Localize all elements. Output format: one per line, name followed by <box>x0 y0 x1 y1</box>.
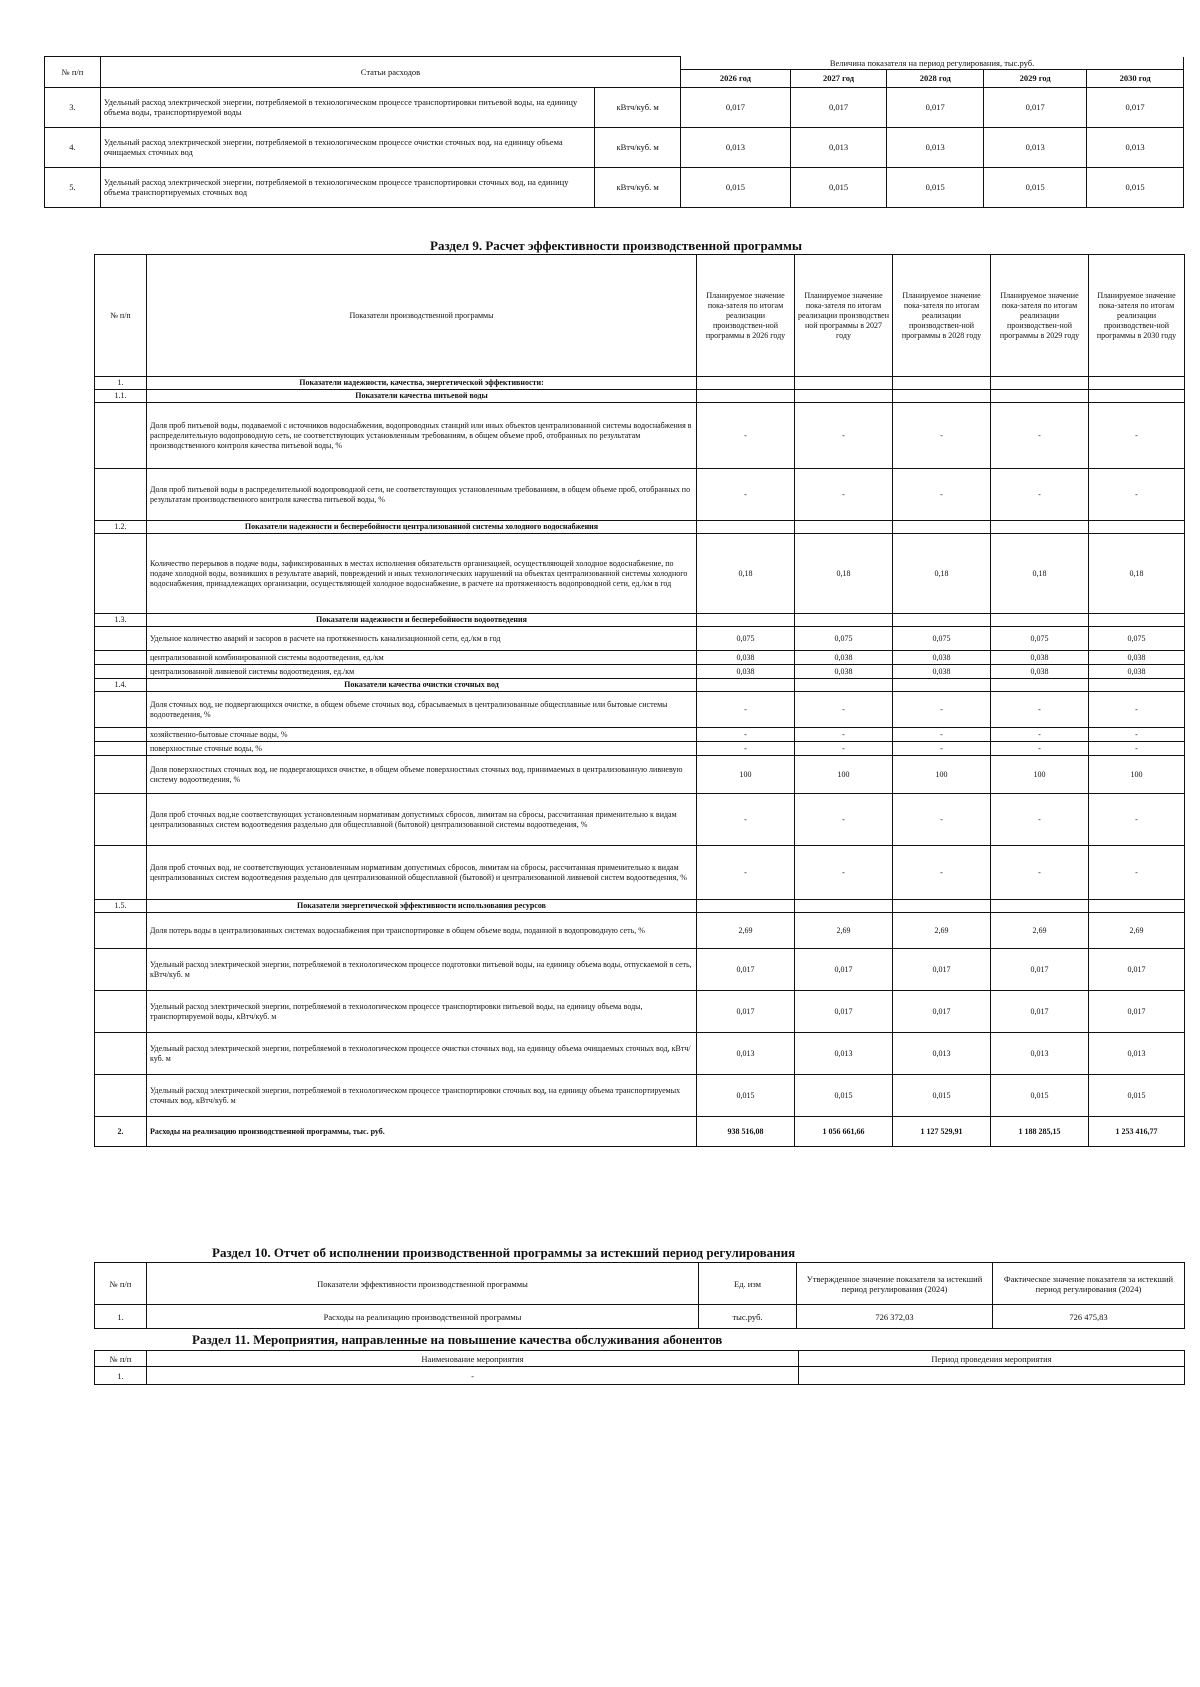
empty-cell <box>1089 679 1185 692</box>
row-value: 0,038 <box>795 651 893 665</box>
row-value: 0,017 <box>790 87 887 127</box>
table-row <box>95 627 1185 651</box>
row-value: - <box>893 692 991 728</box>
header-item: Показатели эффективности производственной программы <box>147 1263 699 1305</box>
empty-cell <box>1089 900 1185 913</box>
row-value: 100 <box>795 756 893 794</box>
efficiency-table <box>94 254 1185 1147</box>
row-value: 0,015 <box>893 1075 991 1117</box>
row-text: централизованной комбинированной системы водоотведения, ед./км <box>147 651 697 665</box>
row-value: 1 056 661,66 <box>795 1117 893 1147</box>
row-value: - <box>893 469 991 521</box>
row-value: 0,017 <box>697 949 795 991</box>
row-no: 1.5. <box>95 900 147 913</box>
group-row <box>95 900 1185 913</box>
row-value: - <box>697 692 795 728</box>
row-text: Удельный расход электрической энергии, потребляемой в технологическом процессе очистки сточных вод, на единицу объема очищаемых сточных вод, кВтч/куб. м <box>147 1033 697 1075</box>
row-value: 0,075 <box>991 627 1089 651</box>
row-value: 0,013 <box>984 127 1087 167</box>
row-value: 0,038 <box>1089 651 1185 665</box>
table-row <box>95 913 1185 949</box>
year-header: Планируемое значение пока-зателя по итогам реализации производствен-ной программы в 2029 году <box>991 255 1089 377</box>
row-no <box>95 756 147 794</box>
row-no: 1.1. <box>95 390 147 403</box>
empty-cell <box>1089 390 1185 403</box>
row-value: 0,18 <box>795 534 893 614</box>
row-text: Удельный расход электрической энергии, потребляемой в технологическом процессе транспортировки питьевой воды, на единицу объема воды, транспортируемой воды <box>100 87 594 127</box>
header-no: № п/п <box>95 255 147 377</box>
row-value: 2,69 <box>1089 913 1185 949</box>
row-value: 0,017 <box>893 991 991 1033</box>
empty-cell <box>1089 377 1185 390</box>
empty-cell <box>795 614 893 627</box>
row-value: - <box>697 728 795 742</box>
row-text: Количество перерывов в подаче воды, зафиксированных в местах исполнения обязательств организацией, осуществляющей холодное водоснабжение, по подаче холодной воды, возникших в результате аварий, повреждений и иных технологических нарушений на объектах централизованной системы холодного водоснабжения, принадлежащих организации, осуществляющей холодное водоснабжение, в расчете на протяженность водопроводной сети, ед./км в год <box>147 534 697 614</box>
row-value: 0,038 <box>697 665 795 679</box>
empty-cell <box>991 614 1089 627</box>
row-value: - <box>893 846 991 900</box>
empty-cell <box>697 390 795 403</box>
empty-cell <box>991 679 1089 692</box>
row-unit: тыс.руб. <box>699 1305 797 1329</box>
header-actual: Фактическое значение показателя за истекший период регулирования (2024) <box>993 1263 1185 1305</box>
row-approved: 726 372,03 <box>797 1305 993 1329</box>
expenses-table <box>44 56 1184 208</box>
row-value: - <box>1089 846 1185 900</box>
table-row <box>95 1305 1185 1329</box>
row-value: - <box>893 742 991 756</box>
row-value: 1 127 529,91 <box>893 1117 991 1147</box>
header-approved: Утвержденное значение показателя за истекший период регулирования (2024) <box>797 1263 993 1305</box>
row-value: 0,015 <box>697 1075 795 1117</box>
row-no: 2. <box>95 1117 147 1147</box>
group-title: Показатели надежности и бесперебойности водоотведения <box>147 614 697 627</box>
row-value: 0,015 <box>887 167 984 207</box>
row-value: 0,038 <box>991 651 1089 665</box>
row-value: 0,017 <box>1087 87 1184 127</box>
table-row <box>95 692 1185 728</box>
row-value: 0,038 <box>893 665 991 679</box>
row-value: 0,017 <box>1089 991 1185 1033</box>
row-no <box>95 534 147 614</box>
row-no <box>95 692 147 728</box>
row-no <box>95 728 147 742</box>
row-text: Доля потерь воды в централизованных системах водоснабжения при транспортировке в общем объеме воды, поданной в водопроводную сеть, % <box>147 913 697 949</box>
empty-cell <box>697 614 795 627</box>
row-value: 100 <box>1089 756 1185 794</box>
row-value: - <box>697 742 795 756</box>
row-no: 5. <box>45 167 101 207</box>
table-row <box>95 742 1185 756</box>
table-row <box>95 403 1185 469</box>
row-value: - <box>991 728 1089 742</box>
header-item: Наименование мероприятия <box>147 1351 799 1367</box>
row-value: 0,017 <box>991 991 1089 1033</box>
row-text: Доля проб питьевой воды в распределительной водопроводной сети, не соответствующих установленным требованиям, в общем объеме проб, отобранных по результатам производственного контроля качества питьевой воды, % <box>147 469 697 521</box>
table-row <box>45 127 1184 167</box>
row-value: 0,017 <box>984 87 1087 127</box>
header-period: Период проведения мероприятия <box>799 1351 1185 1367</box>
row-value: 0,015 <box>991 1075 1089 1117</box>
row-value: - <box>795 403 893 469</box>
row-period <box>799 1367 1185 1385</box>
row-value: 0,013 <box>991 1033 1089 1075</box>
header-unit: Ед. изм <box>699 1263 797 1305</box>
empty-cell <box>893 679 991 692</box>
table-row <box>95 534 1185 614</box>
row-value: 0,18 <box>893 534 991 614</box>
header-no: № п/п <box>45 57 101 88</box>
table-row <box>95 665 1185 679</box>
row-value: - <box>1089 692 1185 728</box>
row-text: централизованной ливневой системы водоотведения, ед./км <box>147 665 697 679</box>
row-value: 100 <box>697 756 795 794</box>
row-value: 0,038 <box>697 651 795 665</box>
section11-title: Раздел 11. Мероприятия, направленные на повышение качества обслуживания абонентов <box>192 1332 723 1347</box>
empty-cell <box>795 521 893 534</box>
row-no <box>95 846 147 900</box>
row-value: - <box>697 469 795 521</box>
row-value: 0,075 <box>795 627 893 651</box>
row-value: - <box>991 794 1089 846</box>
group-title: Показатели качества питьевой воды <box>147 390 697 403</box>
year-header: 2030 год <box>1087 69 1184 87</box>
group-row <box>95 614 1185 627</box>
row-value: - <box>697 403 795 469</box>
group-title: Показатели энергетической эффективности использования ресурсов <box>147 900 697 913</box>
table-row <box>95 1075 1185 1117</box>
empty-cell <box>697 679 795 692</box>
row-no <box>95 651 147 665</box>
empty-cell <box>893 377 991 390</box>
row-value: 100 <box>893 756 991 794</box>
empty-cell <box>697 521 795 534</box>
row-value: 0,015 <box>1087 167 1184 207</box>
row-value: - <box>991 403 1089 469</box>
row-value: - <box>1089 469 1185 521</box>
row-value: - <box>795 794 893 846</box>
row-value: - <box>991 742 1089 756</box>
row-text: Удельный расход электрической энергии, потребляемой в технологическом процессе транспортировки сточных вод, на единицу объема транспортируемых сточных вод <box>100 167 594 207</box>
empty-cell <box>893 521 991 534</box>
table-row <box>95 1117 1185 1147</box>
group-row <box>95 390 1185 403</box>
measures-table <box>94 1350 1185 1385</box>
header-no: № п/п <box>95 1351 147 1367</box>
group-row <box>95 679 1185 692</box>
row-value: 0,013 <box>887 127 984 167</box>
row-no: 4. <box>45 127 101 167</box>
row-text: Удельное количество аварий и засоров в расчете на протяженность канализационной сети, ед./км в год <box>147 627 697 651</box>
row-value: - <box>1089 403 1185 469</box>
row-value: 0,017 <box>1089 949 1185 991</box>
row-value: 0,038 <box>893 651 991 665</box>
report-table <box>94 1262 1185 1329</box>
row-no: 1. <box>95 1305 147 1329</box>
row-value: 0,017 <box>697 991 795 1033</box>
row-value: 2,69 <box>991 913 1089 949</box>
row-value: 0,038 <box>795 665 893 679</box>
row-value: - <box>991 469 1089 521</box>
row-value: 2,69 <box>893 913 991 949</box>
row-value: - <box>1089 794 1185 846</box>
row-no: 1. <box>95 1367 147 1385</box>
row-value: 0,015 <box>795 1075 893 1117</box>
empty-cell <box>893 614 991 627</box>
row-value: 0,075 <box>1089 627 1185 651</box>
empty-cell <box>697 900 795 913</box>
row-text: хозяйственно-бытовые сточные воды, % <box>147 728 697 742</box>
group-title: Показатели качества очистки сточных вод <box>147 679 697 692</box>
row-value: - <box>893 794 991 846</box>
year-header: Планируемое значение пока-зателя по итогам реализации производствен-ной программы в 2028 году <box>893 255 991 377</box>
empty-cell <box>697 377 795 390</box>
row-value: 0,013 <box>790 127 887 167</box>
table-row <box>45 167 1184 207</box>
row-value: 2,69 <box>795 913 893 949</box>
header-item: Статьи расходов <box>100 57 680 88</box>
row-value: 0,017 <box>991 949 1089 991</box>
empty-cell <box>991 377 1089 390</box>
row-no <box>95 1033 147 1075</box>
row-value: - <box>795 742 893 756</box>
row-value: - <box>893 728 991 742</box>
row-no <box>95 1075 147 1117</box>
empty-cell <box>1089 521 1185 534</box>
row-value: 0,015 <box>681 167 791 207</box>
table-row <box>45 87 1184 127</box>
row-text: Удельный расход электрической энергии, потребляемой в технологическом процессе подготовки питьевой воды, на единицу объема воды, отпускаемой в сеть, кВтч/куб. м <box>147 949 697 991</box>
row-text: Удельный расход электрической энергии, потребляемой в технологическом процессе транспортировки питьевой воды, на единицу объема воды, транспортируемой воды, кВтч/куб. м <box>147 991 697 1033</box>
header-no: № п/п <box>95 1263 147 1305</box>
year-header: 2026 год <box>681 69 791 87</box>
row-no: 1.2. <box>95 521 147 534</box>
row-value: - <box>991 846 1089 900</box>
row-value: - <box>795 728 893 742</box>
empty-cell <box>893 390 991 403</box>
year-header: Планируемое значение пока-зателя по итогам реализации производствен ной программы в 2027 году <box>795 255 893 377</box>
row-actual: 726 475,83 <box>993 1305 1185 1329</box>
row-text: Удельный расход электрической энергии, потребляемой в технологическом процессе очистки сточных вод, на единицу объема очищаемых сточных вод <box>100 127 594 167</box>
empty-cell <box>795 679 893 692</box>
row-value: 1 188 285,15 <box>991 1117 1089 1147</box>
row-no <box>95 742 147 756</box>
table-row <box>95 1367 1185 1385</box>
row-no: 1.4. <box>95 679 147 692</box>
year-header: Планируемое значение пока-зателя по итогам реализации производствен-ной программы в 2030 году <box>1089 255 1185 377</box>
empty-cell <box>991 900 1089 913</box>
table-row <box>95 651 1185 665</box>
row-value: - <box>991 692 1089 728</box>
table-row <box>95 991 1185 1033</box>
table-row <box>95 1033 1185 1075</box>
row-unit: кВтч/куб. м <box>595 127 681 167</box>
row-value: - <box>697 794 795 846</box>
row-value: 0,075 <box>893 627 991 651</box>
empty-cell <box>991 521 1089 534</box>
table-row <box>95 794 1185 846</box>
header-span: Величина показателя на период регулирования, тыс.руб. <box>681 57 1184 70</box>
row-value: 1 253 416,77 <box>1089 1117 1185 1147</box>
row-value: 0,017 <box>795 949 893 991</box>
row-value: - <box>795 469 893 521</box>
row-value: 0,18 <box>991 534 1089 614</box>
row-value: 100 <box>991 756 1089 794</box>
table-row <box>95 949 1185 991</box>
year-header: Планируемое значение пока-зателя по итогам реализации производствен-ной программы в 2026 году <box>697 255 795 377</box>
row-text: Доля проб питьевой воды, подаваемой с источников водоснабжения, водопроводных станций или иных объектов централизованной системы водоснабжения в распределительную водопроводную сеть, не соответствующих установленным требованиям, в общем объеме проб, отобранных по результатам производственного контроля качества питьевой воды, % <box>147 403 697 469</box>
table-row <box>95 469 1185 521</box>
row-text: Доля поверхностных сточных вод, не подвергающихся очистке, в общем объеме поверхностных сточных вод, принимаемых в централизованную ливневую систему водоотведения, % <box>147 756 697 794</box>
row-value: 0,015 <box>1089 1075 1185 1117</box>
row-no: 1.3. <box>95 614 147 627</box>
year-header: 2027 год <box>790 69 887 87</box>
row-value: 0,075 <box>697 627 795 651</box>
row-value: 0,18 <box>697 534 795 614</box>
section9-title: Раздел 9. Расчет эффективности производственной программы <box>430 238 803 253</box>
year-header: 2028 год <box>887 69 984 87</box>
row-value: 0,013 <box>697 1033 795 1075</box>
row-no <box>95 913 147 949</box>
row-value: - <box>1089 742 1185 756</box>
empty-cell <box>795 390 893 403</box>
row-no <box>95 949 147 991</box>
header-item: Показатели производственной программы <box>147 255 697 377</box>
row-value: 0,017 <box>681 87 791 127</box>
section10-title: Раздел 10. Отчет об исполнении производственной программы за истекший период регулирования <box>212 1245 796 1260</box>
row-unit: кВтч/куб. м <box>595 167 681 207</box>
row-text: поверхностные сточные воды, % <box>147 742 697 756</box>
row-no <box>95 665 147 679</box>
row-value: 0,015 <box>984 167 1087 207</box>
empty-cell <box>795 377 893 390</box>
row-no <box>95 403 147 469</box>
group-title: Показатели надежности и бесперебойности централизованной системы холодного водоснабжения <box>147 521 697 534</box>
row-value: 0,18 <box>1089 534 1185 614</box>
group-row <box>95 521 1185 534</box>
table-row <box>95 728 1185 742</box>
row-text: Доля сточных вод, не подвергающихся очистке, в общем объеме сточных вод, сбрасываемых в централизованные общесплавные или бытовые системы водоотведения, % <box>147 692 697 728</box>
row-value: 0,017 <box>887 87 984 127</box>
row-value: 0,013 <box>1089 1033 1185 1075</box>
row-no <box>95 469 147 521</box>
empty-cell <box>991 390 1089 403</box>
row-value: 0,038 <box>991 665 1089 679</box>
row-no: 3. <box>45 87 101 127</box>
row-text: Доля проб сточных вод, не соответствующих установленным нормативам допустимых сбросов, лимитам на сбросы, рассчитанная применительно к видам централизованных систем водоотведения раздельно для централизованной общесплавной (бытовой) и централизованной ливневой систем водоотведения, % <box>147 846 697 900</box>
table-row <box>95 756 1185 794</box>
row-value: - <box>795 846 893 900</box>
row-value: 0,013 <box>1087 127 1184 167</box>
empty-cell <box>1089 614 1185 627</box>
row-no: 1. <box>95 377 147 390</box>
group-title: Показатели надежности, качества, энергетической эффективности: <box>147 377 697 390</box>
empty-cell <box>893 900 991 913</box>
table-row <box>95 846 1185 900</box>
row-no <box>95 794 147 846</box>
row-value: 0,017 <box>795 991 893 1033</box>
row-value: 938 516,08 <box>697 1117 795 1147</box>
row-text: Расходы на реализацию производственной программы, тыс. руб. <box>147 1117 697 1147</box>
row-value: 0,017 <box>893 949 991 991</box>
row-no <box>95 991 147 1033</box>
empty-cell <box>795 900 893 913</box>
row-text: Удельный расход электрической энергии, потребляемой в технологическом процессе транспортировки сточных вод, на единицу объема транспортируемых сточных вод, кВтч/куб. м <box>147 1075 697 1117</box>
row-unit: кВтч/куб. м <box>595 87 681 127</box>
row-value: 0,013 <box>681 127 791 167</box>
row-value: - <box>1089 728 1185 742</box>
row-text: Доля проб сточных вод,не соответствующих установленным нормативам допустимых сбросов, лимитам на сбросы, рассчитанная применительно к видам централизованных систем водоотведения раздельно для общесплавной (бытовой) централизованной системы водоотведения, % <box>147 794 697 846</box>
group-row <box>95 377 1185 390</box>
row-value: 0,015 <box>790 167 887 207</box>
row-text: Расходы на реализацию производственной программы <box>147 1305 699 1329</box>
row-value: 2,69 <box>697 913 795 949</box>
row-value: 0,013 <box>795 1033 893 1075</box>
row-value: 0,038 <box>1089 665 1185 679</box>
row-value: - <box>795 692 893 728</box>
row-value: 0,013 <box>893 1033 991 1075</box>
row-no <box>95 627 147 651</box>
row-value: - <box>697 846 795 900</box>
row-value: - <box>893 403 991 469</box>
year-header: 2029 год <box>984 69 1087 87</box>
row-text: - <box>147 1367 799 1385</box>
